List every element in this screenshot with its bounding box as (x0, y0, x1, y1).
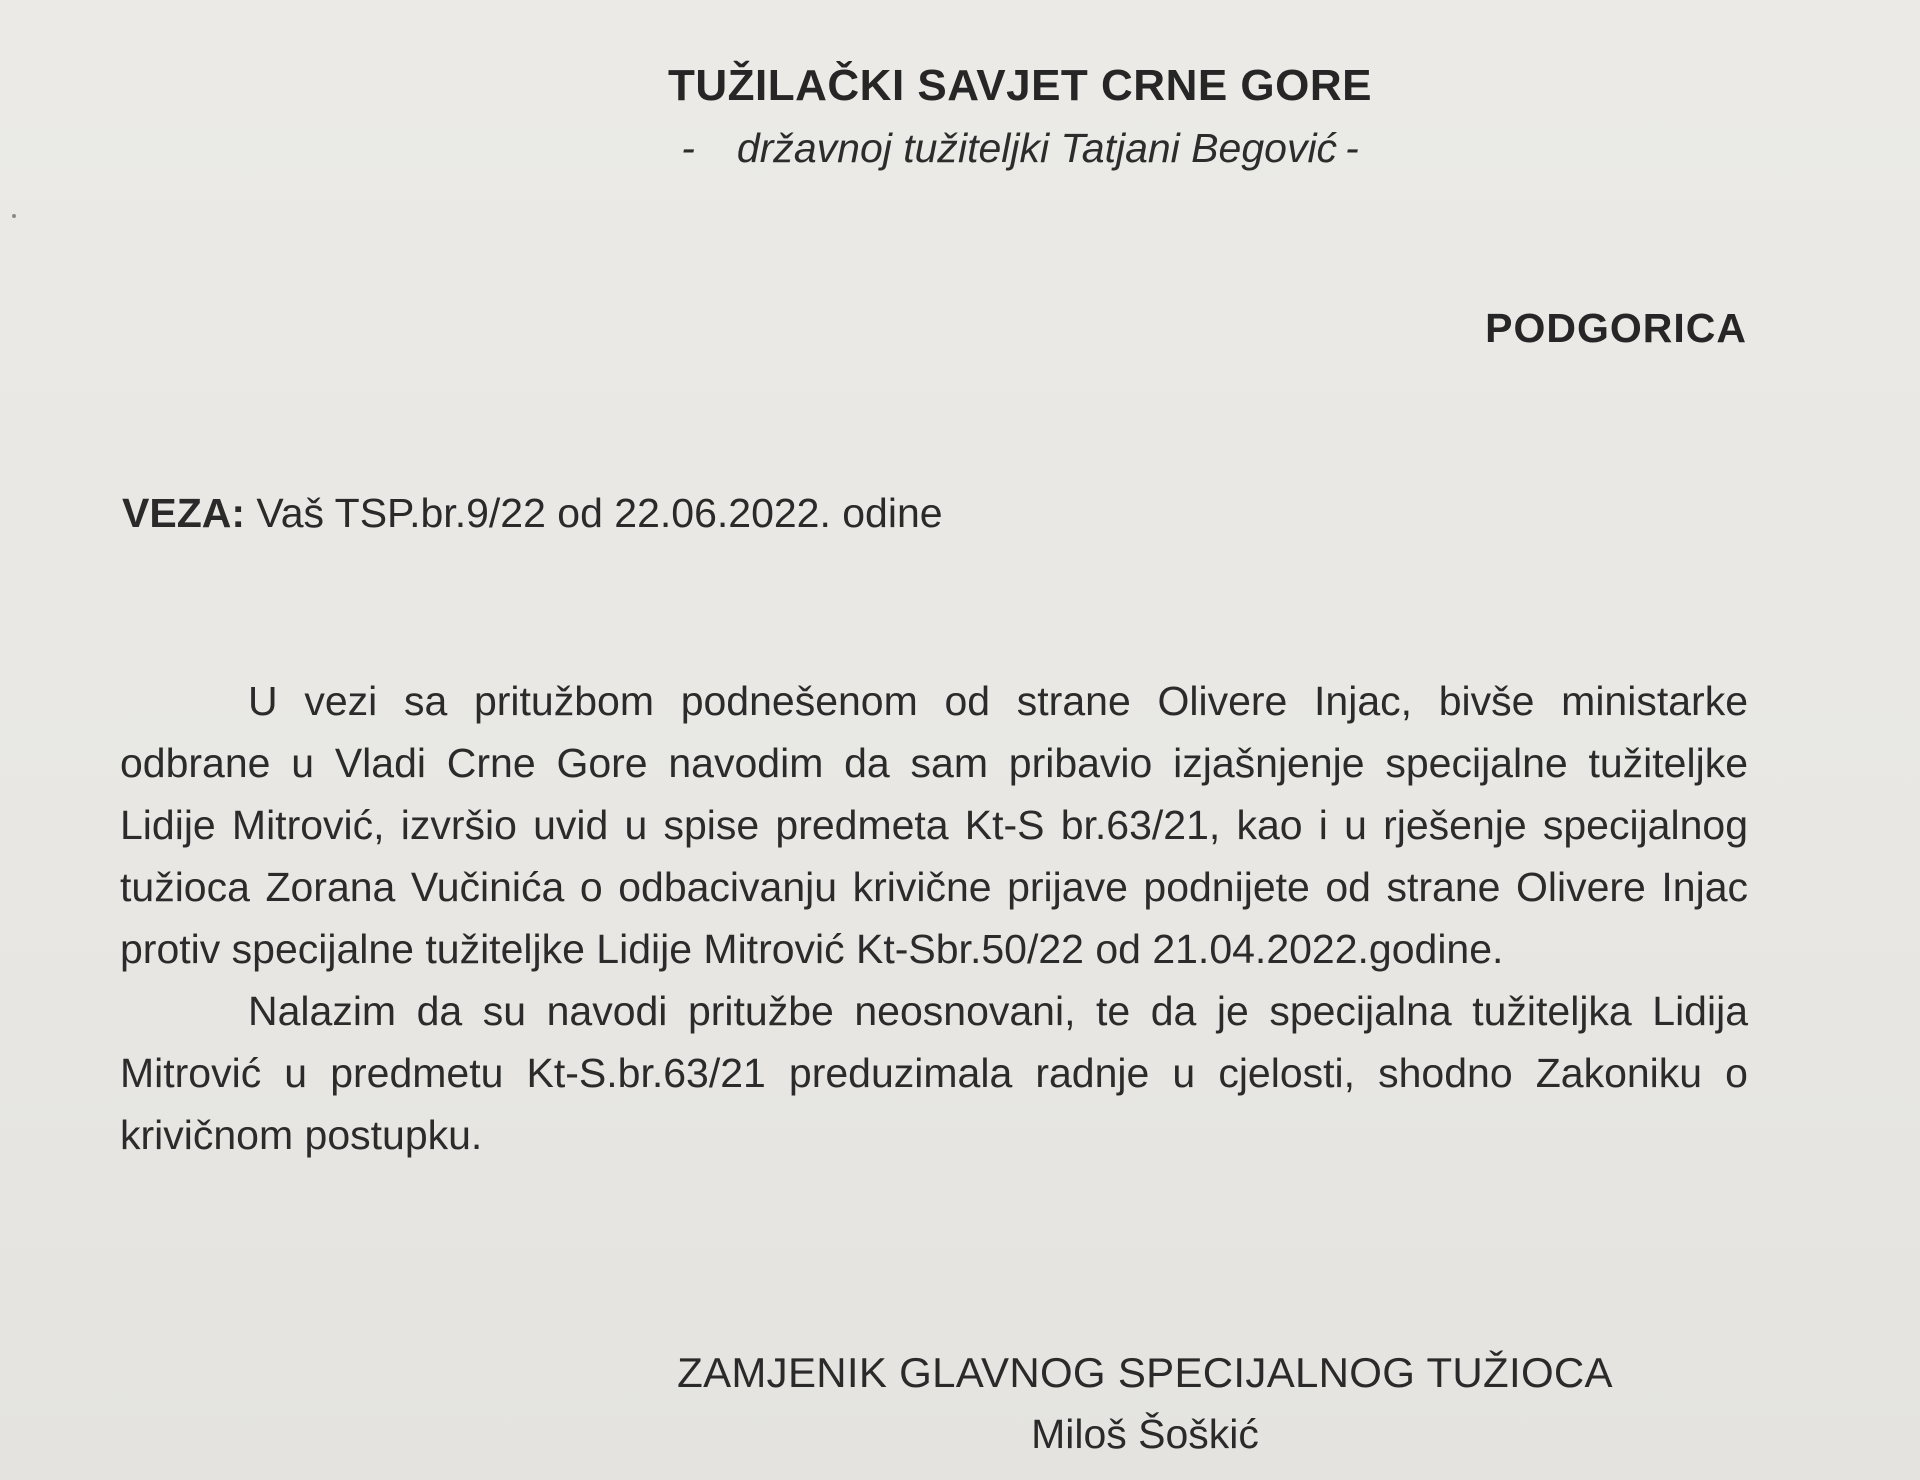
addressee-block (0, 58, 1920, 174)
reference-label: VEZA: (122, 490, 245, 536)
addressee-organization: TUŽILAČKI SAVJET CRNE GORE (667, 61, 1372, 110)
addressee-dash-right: - (1345, 125, 1359, 171)
addressee-person: državnoj tužiteljki Tatjani Begović (736, 125, 1338, 171)
reference-text: Vaš TSP.br.9/22 od 22.06.2022. odine (256, 490, 943, 536)
signature-name: Miloš Šoškić (1031, 1411, 1259, 1457)
city-name: PODGORICA (1485, 305, 1747, 351)
addressee-person-line (0, 122, 1920, 174)
reference-line (122, 490, 943, 537)
paper-speck (12, 214, 16, 218)
body-paragraph-1: U vezi sa pritužbom podnešenom od strane Olivere Injac, bivše ministarke odbrane u Vladi Crne Gore navodim da sam pribavio izjašnjenje specijalne tužiteljke Lidije Mitrović, izvršio uvid u spise predmeta Kt-S br.63/21, kao i u rješenje specijalnog tužioca Zorana Vučinića o odbacivanju krivične prijave podnijete od strane Olivere Injac protiv specijalne tužiteljke Lidije Mitrović Kt-Sbr.50/22 od 21.04.2022.godine. (120, 678, 1748, 972)
letter-body (120, 670, 1748, 1166)
signature-block (620, 1345, 1670, 1461)
addressee-dash-left: - (681, 125, 695, 171)
signature-title: ZAMJENIK GLAVNOG SPECIJALNOG TUŽIOCA (677, 1349, 1613, 1396)
body-paragraph-2: Nalazim da su navodi pritužbe neosnovani, te da je specijalna tužiteljka Lidija Mitrović u predmetu Kt-S.br.63/21 preduzimala radnje u cjelosti, shodno Zakoniku o krivičnom postupku. (120, 988, 1748, 1158)
